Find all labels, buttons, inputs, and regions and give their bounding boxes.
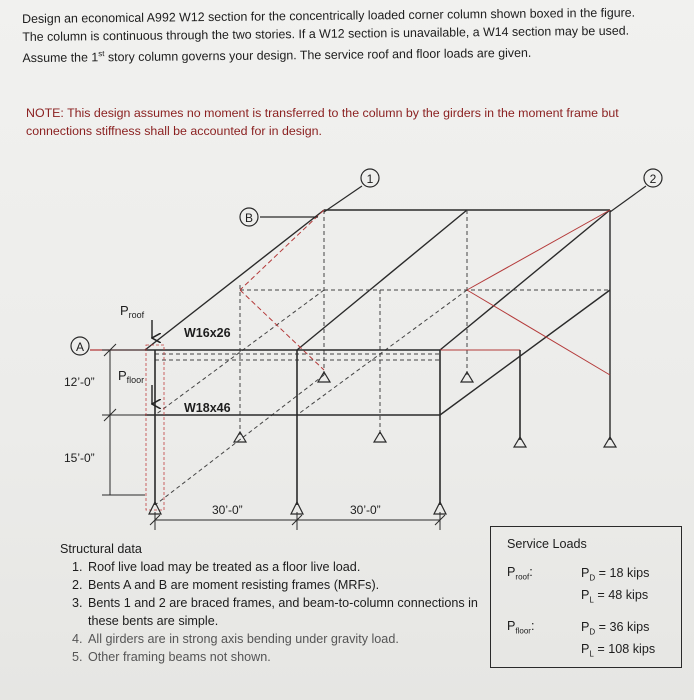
- floor-dead-load: $P_D = 36$ kips: [581, 620, 650, 637]
- structural-item-5: 5. Other framing beams not shown.: [86, 648, 480, 666]
- service-loads-box: [490, 526, 682, 668]
- height-lower-label: 15’-0”: [64, 451, 95, 465]
- structural-data-list: [60, 558, 480, 666]
- height-upper-label: 12’-0”: [64, 375, 95, 389]
- span-dimension: [150, 512, 445, 530]
- intro-line-1: Design an economical A992 W12 section for the concentrically loaded corner column shown boxed in the figure.: [22, 5, 636, 26]
- structural-item-4: 4. All girders are in strong axis bending under gravity load.: [86, 630, 480, 648]
- beam-label-floor: W18x46: [184, 401, 231, 415]
- frame-figure: [0, 150, 694, 530]
- structural-data-title: Structural data: [60, 542, 142, 556]
- floor-load-label: $P_{floor}$:: [507, 619, 535, 636]
- grid-label-A: A: [75, 340, 85, 354]
- note-line-1: NOTE: This design assumes no moment is transferred to the column by the girders in the moment frame but: [26, 106, 619, 120]
- roof-load-values: [581, 565, 649, 608]
- hidden-members: [155, 210, 610, 505]
- grid-bubble-1: [324, 169, 379, 212]
- problem-statement: [22, 3, 683, 67]
- beam-label-roof: W16x26: [184, 326, 231, 340]
- p-floor-load: [118, 368, 152, 404]
- service-loads-title: Service Loads: [507, 537, 587, 551]
- supports: [149, 372, 616, 514]
- structural-item-1: 1. Roof live load may be treated as a floor live load.: [86, 558, 480, 576]
- grid-label-B: B: [244, 211, 254, 225]
- grid-bubble-2: [610, 169, 662, 212]
- floor-load-values: [581, 619, 655, 662]
- structural-item-3: 3. Bents 1 and 2 are braced frames, and beam-to-column connections in these bents are simple.: [86, 594, 480, 630]
- intro-line-2: The column is continuous through the two stories. If a W12 section is unavailable, a W14 section may be used.: [22, 23, 630, 44]
- structural-item-2: 2. Bents A and B are moment resisting frames (MRFs).: [86, 576, 480, 594]
- grid-label-2: 2: [649, 172, 657, 186]
- p-floor-label: $P_{floor}$: [118, 368, 145, 385]
- design-note: [26, 104, 676, 140]
- roof-load-label: $P_{roof}$:: [507, 565, 533, 582]
- grid-label-1: 1: [366, 172, 374, 186]
- span-2-label: 30’-0”: [350, 503, 381, 517]
- height-dimension: [102, 344, 145, 495]
- floor-live-load: $P_L = 108$ kips: [581, 641, 656, 659]
- note-line-2: connections stiffness shall be accounted for in design.: [26, 124, 322, 138]
- roof-live-load: $P_L = 48$ kips: [581, 587, 649, 605]
- roof-dead-load: $P_D = 18$ kips: [581, 566, 650, 583]
- front-frame: [145, 350, 520, 505]
- p-roof-load: [120, 303, 152, 338]
- p-roof-label: $P_{roof}$: [120, 303, 145, 320]
- intro-line-3: Assume the 1st story column governs your design. The service roof and floor loads are given.: [22, 45, 532, 66]
- span-1-label: 30’-0”: [212, 503, 243, 517]
- structural-data: [60, 540, 480, 666]
